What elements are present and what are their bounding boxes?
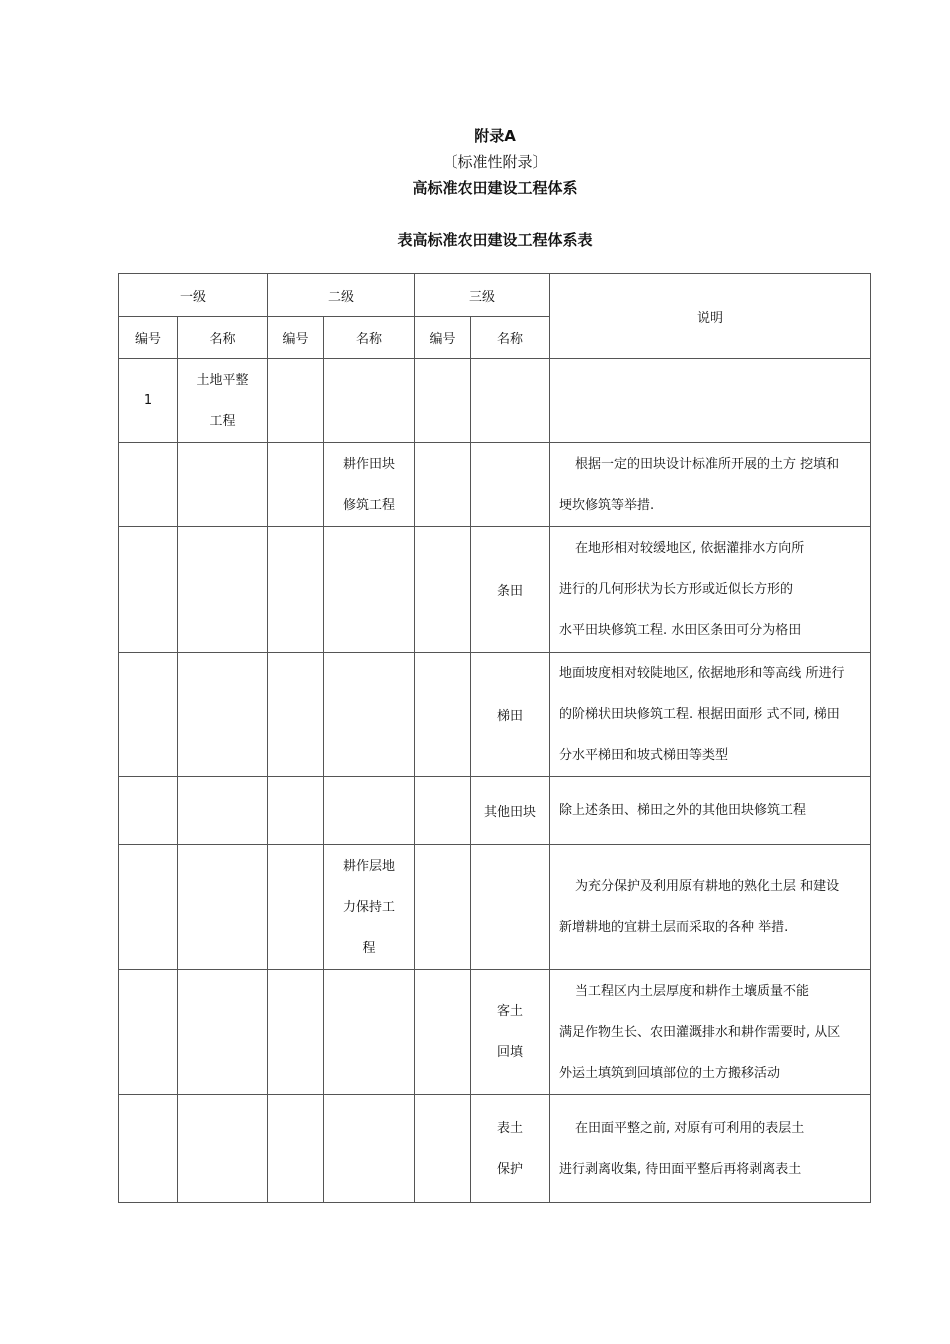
table-row bbox=[119, 527, 871, 653]
l1-name bbox=[178, 527, 268, 653]
description-line: 分水平梯田和坡式梯田等类型 bbox=[559, 748, 729, 763]
description-line: 新增耕地的宜耕土层而采取的各种 举措. bbox=[559, 920, 789, 935]
l1-name bbox=[178, 777, 268, 845]
header-l2-number: 编号 bbox=[268, 317, 324, 359]
description bbox=[550, 1095, 871, 1203]
l2-name-line: 程 bbox=[362, 940, 376, 956]
header-l3-name: 名称 bbox=[471, 317, 550, 359]
l1-number bbox=[119, 653, 178, 777]
l2-name bbox=[324, 527, 415, 653]
header-l1-number: 编号 bbox=[119, 317, 178, 359]
l2-number bbox=[268, 777, 324, 845]
description-line: 在地形相对较缓地区, 依据灌排水方向所 bbox=[575, 541, 805, 556]
l3-name: 条田 bbox=[471, 527, 550, 653]
header-l3-number: 编号 bbox=[415, 317, 471, 359]
description-line: 进行剥离收集, 待田面平整后再将剥离表土 bbox=[559, 1161, 802, 1177]
l3-name-line: 表土 bbox=[497, 1120, 524, 1136]
l2-name bbox=[324, 1095, 415, 1203]
l3-name: 其他田块 bbox=[471, 777, 550, 845]
l2-number bbox=[268, 970, 324, 1095]
l2-number bbox=[268, 527, 324, 653]
l2-name bbox=[324, 359, 415, 443]
header-level-3: 三级 bbox=[415, 274, 550, 317]
l3-name bbox=[471, 443, 550, 527]
header-level-1: 一级 bbox=[119, 274, 268, 317]
description-line: 埂坎修筑等举措. bbox=[559, 497, 655, 513]
l2-number bbox=[268, 359, 324, 443]
l1-name bbox=[178, 443, 268, 527]
description-line: 地面坡度相对较陡地区, 依据地形和等高线 所进行 bbox=[559, 666, 845, 681]
description bbox=[550, 527, 871, 653]
header-description: 说明 bbox=[550, 274, 871, 359]
l2-name bbox=[324, 443, 415, 527]
l3-number bbox=[415, 443, 471, 527]
table-row bbox=[119, 1095, 871, 1203]
l2-number bbox=[268, 845, 324, 970]
engineering-system-table bbox=[118, 273, 871, 1203]
l3-name bbox=[471, 845, 550, 970]
description-line: 水平田块修筑工程. 水田区条田可分为格田 bbox=[559, 623, 802, 638]
l3-number bbox=[415, 527, 471, 653]
l3-number bbox=[415, 359, 471, 443]
l2-name-line: 力保持工 bbox=[343, 899, 396, 915]
l3-name-line: 客土 bbox=[497, 1004, 524, 1019]
description bbox=[550, 970, 871, 1095]
l1-name bbox=[178, 970, 268, 1095]
description-line: 为充分保护及利用原有耕地的熟化土层 和建设 bbox=[575, 879, 840, 894]
table-row bbox=[119, 653, 871, 777]
description-line: 除上述条田、梯田之外的其他田块修筑工程 bbox=[559, 803, 807, 818]
l1-number: 1 bbox=[119, 359, 178, 443]
header-l2-name: 名称 bbox=[324, 317, 415, 359]
l1-name bbox=[178, 359, 268, 443]
description-line: 外运土填筑到回填部位的土方搬移活动 bbox=[559, 1065, 781, 1081]
l1-name bbox=[178, 845, 268, 970]
l1-number bbox=[119, 970, 178, 1095]
l1-number bbox=[119, 777, 178, 845]
description-line: 在田面平整之前, 对原有可利用的表层土 bbox=[575, 1120, 805, 1136]
description-line: 进行的几何形状为长方形或近似长方形的 bbox=[559, 582, 794, 597]
l3-name: 梯田 bbox=[471, 653, 550, 777]
l1-name-line: 工程 bbox=[209, 413, 236, 429]
l3-name-line: 保护 bbox=[497, 1161, 524, 1177]
l2-name bbox=[324, 845, 415, 970]
l3-name bbox=[471, 1095, 550, 1203]
l2-number bbox=[268, 653, 324, 777]
appendix-type: 〔标准性附录〕 bbox=[442, 153, 548, 171]
description bbox=[550, 359, 871, 443]
appendix-label: 附录A bbox=[474, 127, 516, 145]
table-row bbox=[119, 777, 871, 845]
table-row bbox=[119, 845, 871, 970]
description-line: 满足作物生长、农田灌溉排水和耕作需要时, 从区 bbox=[559, 1024, 841, 1040]
l3-number bbox=[415, 970, 471, 1095]
description bbox=[550, 845, 871, 970]
description bbox=[550, 443, 871, 527]
l3-name bbox=[471, 359, 550, 443]
l1-number bbox=[119, 1095, 178, 1203]
l3-name-line: 回填 bbox=[497, 1045, 524, 1060]
description-line: 的阶梯状田块修筑工程. 根据田面形 式不同, 梯田 bbox=[559, 707, 840, 722]
table-row bbox=[119, 443, 871, 527]
l2-name bbox=[324, 777, 415, 845]
appendix-title: 高标准农田建设工程体系 bbox=[412, 179, 578, 197]
l3-number bbox=[415, 1095, 471, 1203]
table-row bbox=[119, 359, 871, 443]
l3-number bbox=[415, 845, 471, 970]
l2-name bbox=[324, 653, 415, 777]
l1-name bbox=[178, 1095, 268, 1203]
l2-number bbox=[268, 1095, 324, 1203]
header-l1-name: 名称 bbox=[178, 317, 268, 359]
description-line: 根据一定的田块设计标准所开展的土方 挖填和 bbox=[575, 456, 840, 472]
l2-number bbox=[268, 443, 324, 527]
l3-number bbox=[415, 653, 471, 777]
l2-name-line: 修筑工程 bbox=[343, 497, 396, 513]
description bbox=[550, 653, 871, 777]
l3-name bbox=[471, 970, 550, 1095]
l2-name-line: 耕作田块 bbox=[343, 456, 396, 472]
table-title: 表高标准农田建设工程体系表 bbox=[397, 231, 593, 249]
l3-number bbox=[415, 777, 471, 845]
l1-name-line: 土地平整 bbox=[196, 372, 249, 388]
l1-name bbox=[178, 653, 268, 777]
l2-name bbox=[324, 970, 415, 1095]
l2-name-line: 耕作层地 bbox=[343, 858, 396, 874]
l1-number bbox=[119, 443, 178, 527]
header-level-2: 二级 bbox=[268, 274, 415, 317]
table-row bbox=[119, 970, 871, 1095]
l1-number bbox=[119, 845, 178, 970]
description-line: 当工程区内土层厚度和耕作土壤质量不能 bbox=[575, 983, 810, 999]
l1-number bbox=[119, 527, 178, 653]
description bbox=[550, 777, 871, 845]
